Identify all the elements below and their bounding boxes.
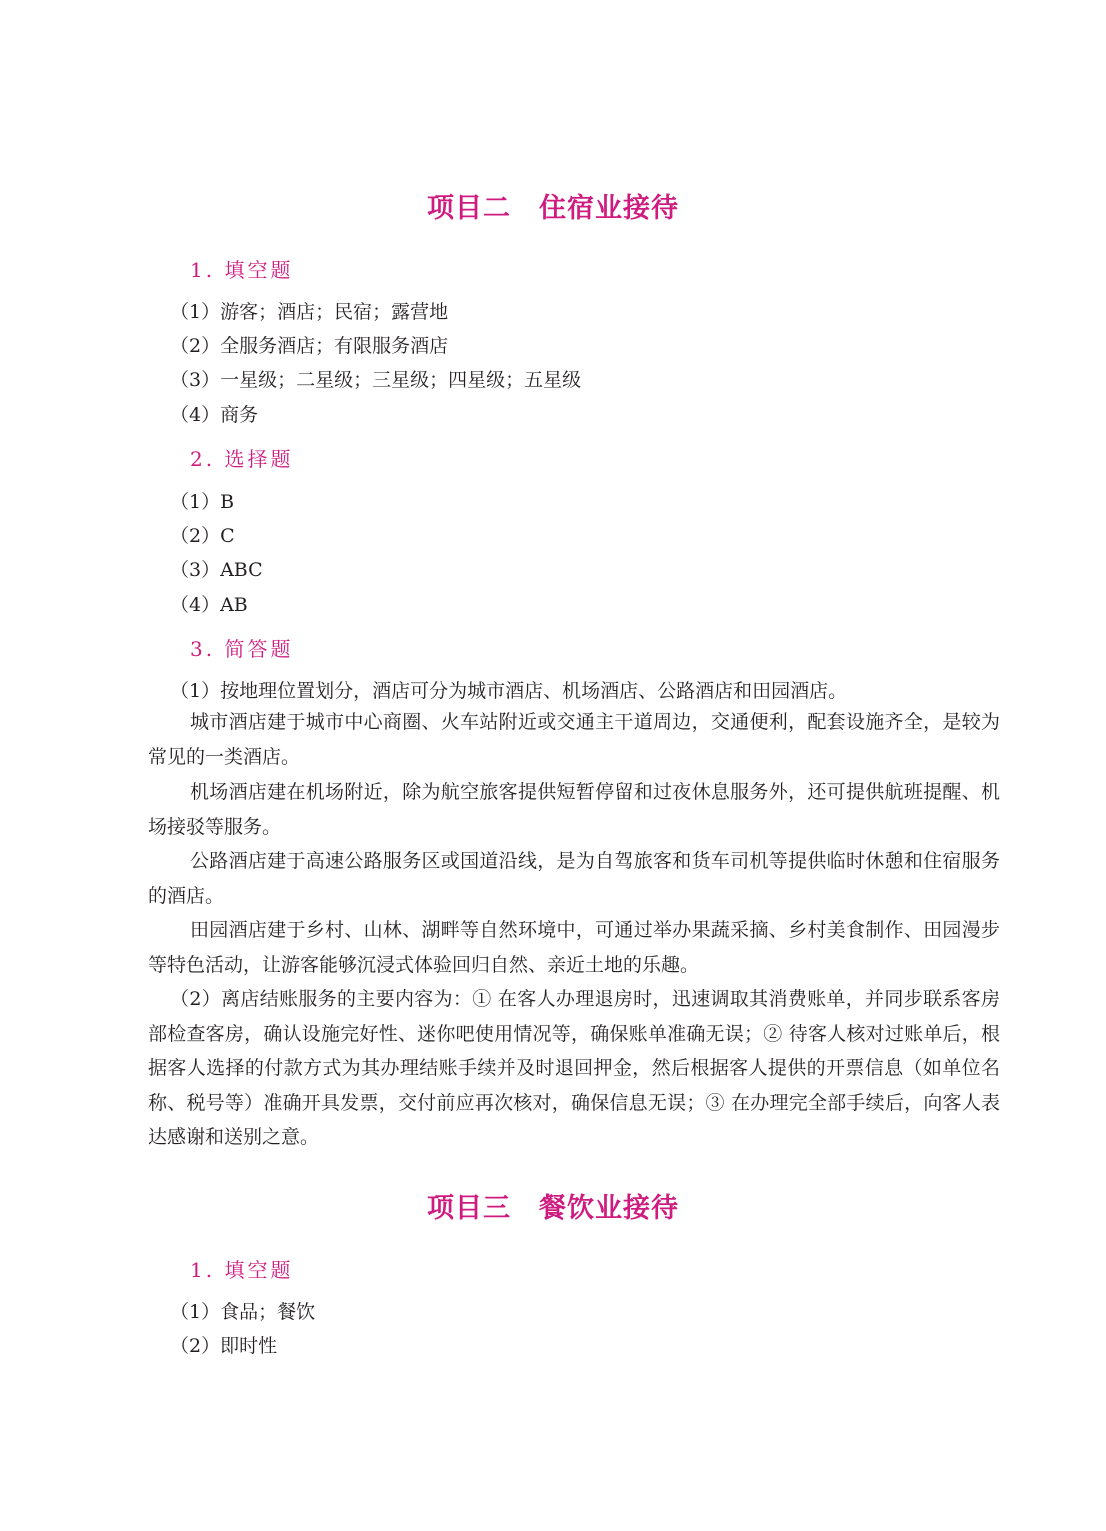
paragraph-checkout-service: （2）离店结账服务的主要内容为：① 在客人办理退房时，迅速调取其消费账单，并同步联系客房部检查客房，确认设施完好性、迷你吧使用情况等，确保账单准确无误；② 待客人核对过账单后，根据客人选择的付款方式为其办理结账手续并及时退回押金，然后根据客人提供的开票信息（如单位名称、税号等）准确开具发票，交付前应再次核对，确保信息无误；③ 在办理完全部手续后，向客人表达感谢和送别之意。 bbox=[148, 988, 1000, 1148]
answer-line: （3）ABC bbox=[170, 559, 263, 581]
answer-line: （4）商务 bbox=[170, 404, 259, 426]
section-heading-fill-blank: 1. 填空题 bbox=[190, 1258, 294, 1282]
answer-line: （2）即时性 bbox=[170, 1335, 278, 1357]
paragraph-rural-hotel: 田园酒店建于乡村、山林、湖畔等自然环境中，可通过举办果蔬采摘、乡村美食制作、田园漫步等特色活动，让游客能够沉浸式体验回归自然、亲近土地的乐趣。 bbox=[148, 919, 1000, 976]
answer-line: （2）C bbox=[170, 525, 235, 547]
paragraph-airport-hotel: 机场酒店建在机场附近，除为航空旅客提供短暂停留和过夜休息服务外，还可提供航班提醒、机场接驳等服务。 bbox=[148, 781, 1000, 838]
answer-line: （2）全服务酒店；有限服务酒店 bbox=[170, 335, 449, 357]
answer-line: （1）B bbox=[170, 491, 235, 513]
section-heading-multiple-choice: 2. 选择题 bbox=[190, 447, 294, 471]
answer-line: （1）食品；餐饮 bbox=[170, 1301, 316, 1323]
answer-line: （1）按地理位置划分，酒店可分为城市酒店、机场酒店、公路酒店和田园酒店。 bbox=[170, 680, 848, 702]
answer-line: （1）游客；酒店；民宿；露营地 bbox=[170, 301, 449, 323]
paragraph-city-hotel: 城市酒店建于城市中心商圈、火车站附近或交通主干道周边，交通便利，配套设施齐全，是较为常见的一类酒店。 bbox=[148, 711, 1000, 768]
answer-line: （3）一星级；二星级；三星级；四星级；五星级 bbox=[170, 369, 582, 391]
project-3-title: 项目三 餐饮业接待 bbox=[427, 1193, 679, 1224]
answer-line: （4）AB bbox=[170, 594, 248, 616]
paragraph-highway-hotel: 公路酒店建于高速公路服务区或国道沿线，是为自驾旅客和货车司机等提供临时休憩和住宿服务的酒店。 bbox=[148, 850, 1000, 907]
section-heading-short-answer: 3. 简答题 bbox=[190, 637, 294, 661]
section-heading-fill-blank: 1. 填空题 bbox=[190, 258, 294, 282]
project-2-title: 项目二 住宿业接待 bbox=[427, 193, 679, 224]
